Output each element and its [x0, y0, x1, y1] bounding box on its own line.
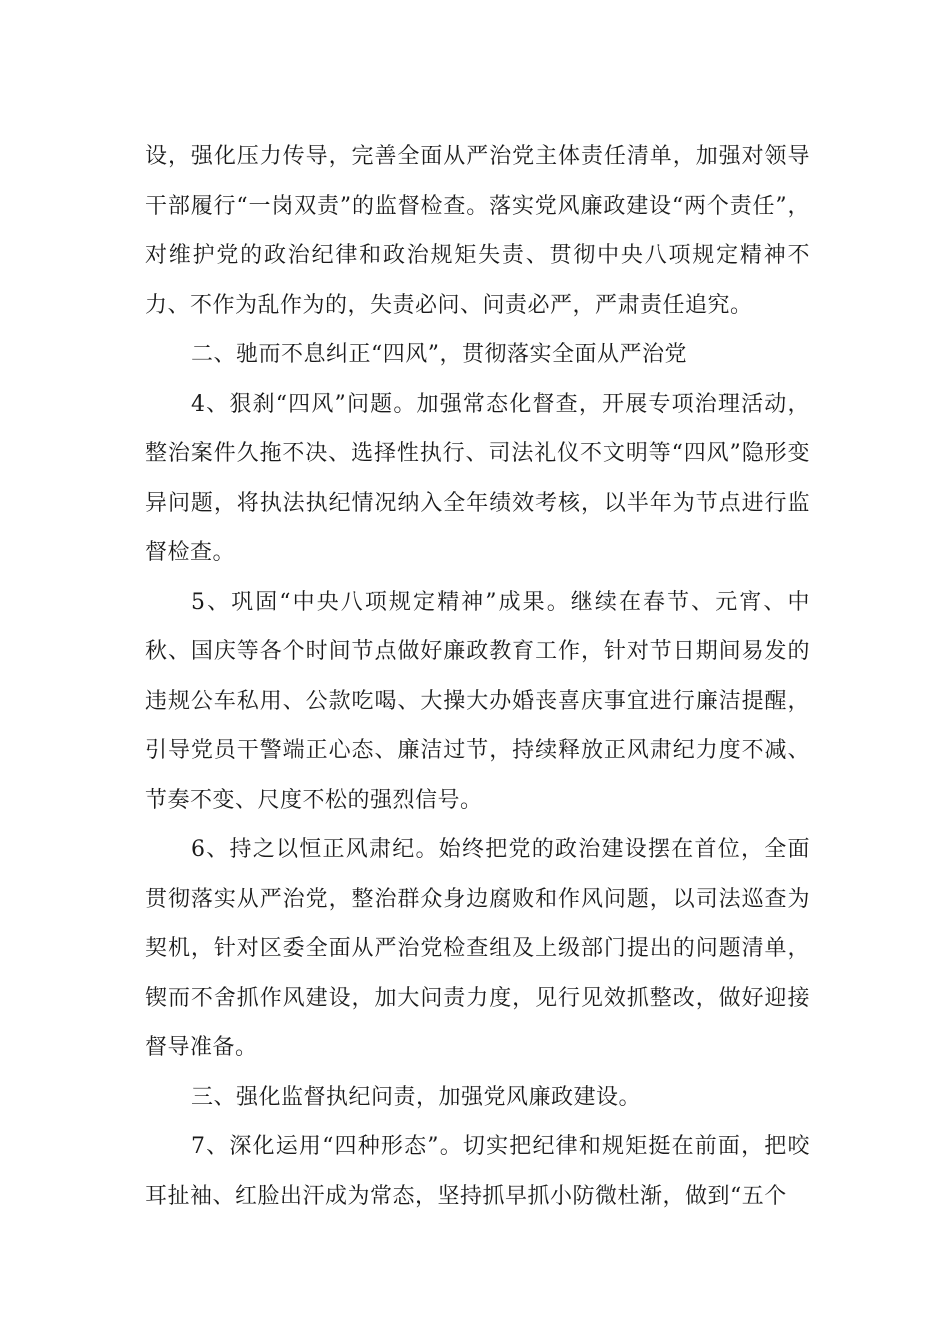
section-heading-2: 二、驰而不息纠正“四风”，贯彻落实全面从严治党 — [191, 342, 687, 367]
paragraph-item-5: 5、巩固“中央八项规定精神”成果。继续在春节、元宵、中秋、国庆等各个时间节点做好廉政教育工作，针对节日期间易发的违规公车私用、公款吃喝、大操大办婚丧喜庆事宜进行廉洁提醒，引导党员干警端正心态、廉洁过节，持续释放正风肃纪力度不减、节奏不变、尺度不松的强烈信号。 — [145, 589, 810, 813]
document-body — [145, 132, 810, 1221]
paragraph-continuation: 设，强化压力传导，完善全面从严治党主体责任清单，加强对领导干部履行“一岗双责”的监督检查。落实党风廉政建设“两个责任”，对维护党的政治纪律和政治规矩失责、贯彻中央八项规定精神不力、不作为乱作为的，失责必问、问责必严，严肃责任追究。 — [145, 144, 810, 318]
paragraph-item-4: 4、狠刹“四风”问题。加强常态化督查，开展专项治理活动，整治案件久拖不决、选择性执行、司法礼仪不文明等“四风”隐形变异问题，将执法执纪情况纳入全年绩效考核，以半年为节点进行监督检查。 — [145, 391, 810, 565]
paragraph-item-6: 6、持之以恒正风肃纪。始终把党的政治建设摆在首位，全面贯彻落实从严治党，整治群众身边腐败和作风问题，以司法巡查为契机，针对区委全面从严治党检查组及上级部门提出的问题清单，锲而不舍抓作风建设，加大问责力度，见行见效抓整改，做好迎接督导准备。 — [145, 837, 810, 1060]
paragraph-item-7: 7、深化运用“四种形态”。切实把纪律和规矩挺在前面，把咬耳扯袖、红脸出汗成为常态，坚持抓早抓小防微杜渐，做到“五个 — [145, 1134, 810, 1209]
section-heading-3: 三、强化监督执纪问责，加强党风廉政建设。 — [191, 1084, 642, 1110]
